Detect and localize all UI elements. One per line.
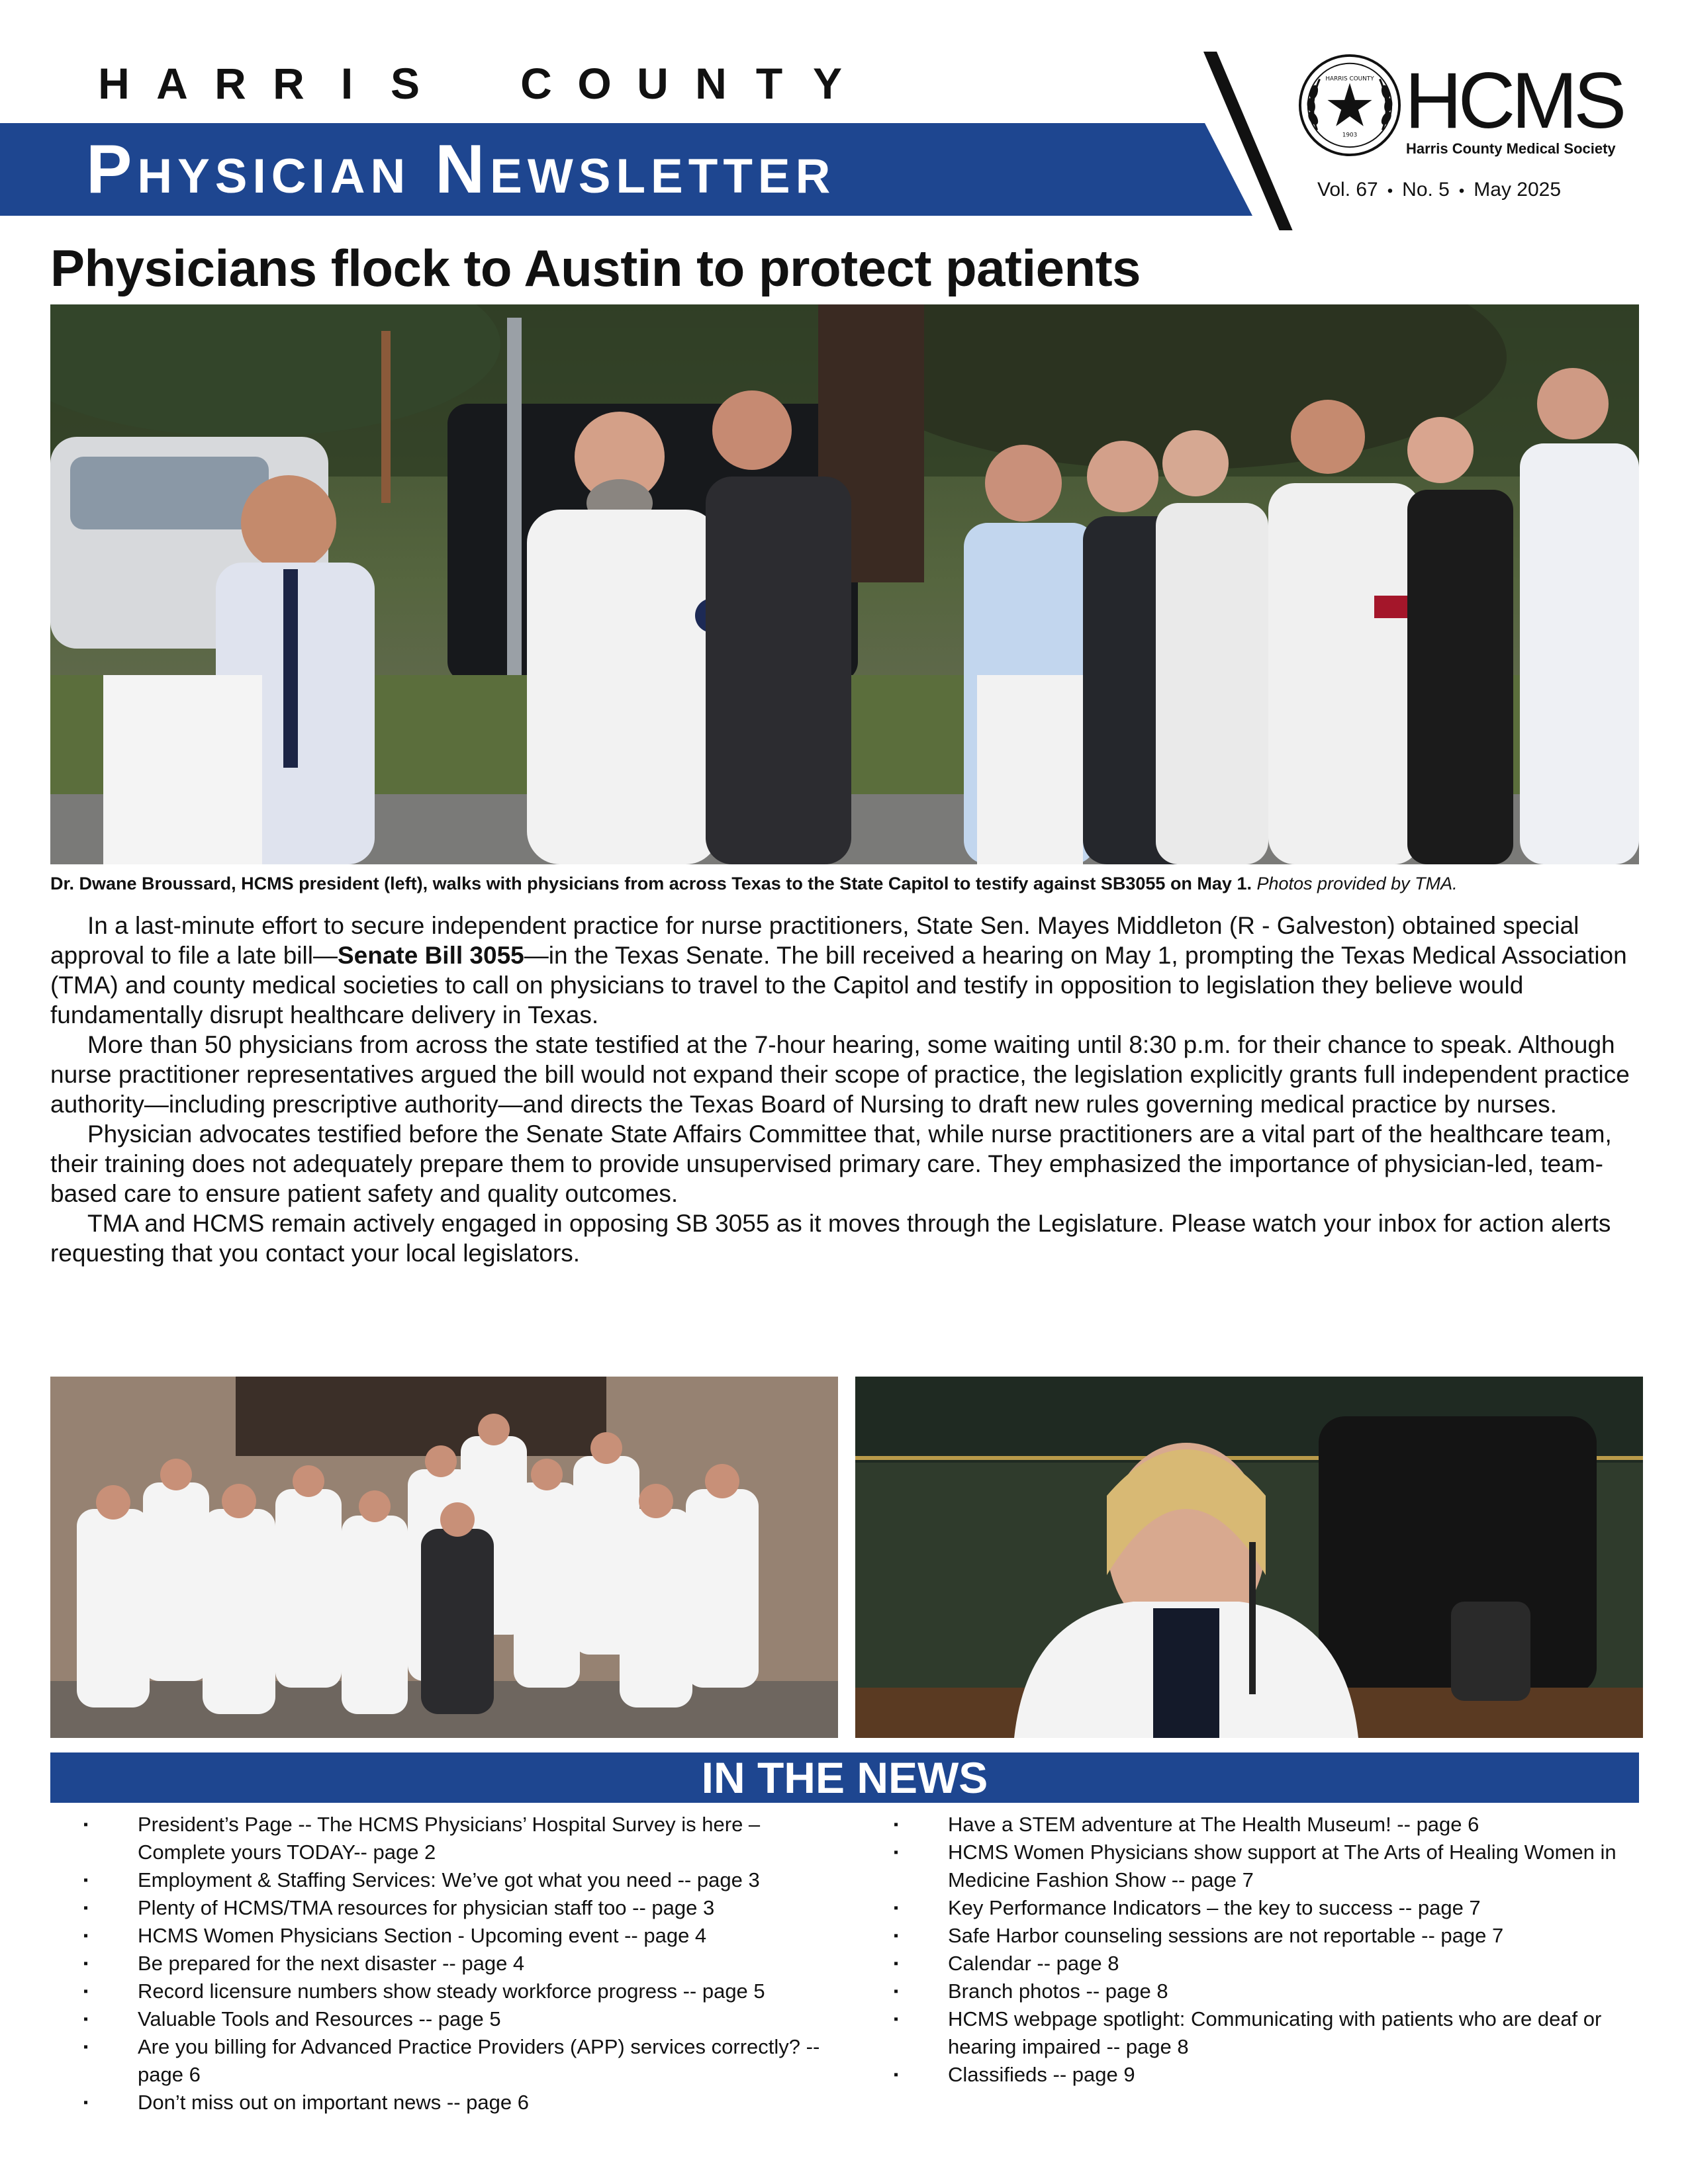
news-link[interactable]: ▪ Classifieds -- page 9 <box>894 2061 1662 2089</box>
caption-text: Dr. Dwane Broussard, HCMS president (left), walks with physicians from across Texas to the State Capitol to testify against SB3055 on May 1. <box>50 874 1252 893</box>
physicians-walking-image <box>50 304 1639 864</box>
paragraph-3: Physician advocates testified before the Senate State Affairs Committee that, while nurse practitioners are a vital part of the healthcare team, their training does not adequately prepare them to provide unsupervised primary care. They emphasized the importance of physician-led, team-based care to ensure patient safety and quality outcomes. <box>50 1120 1612 1207</box>
county-letter: Y <box>812 59 843 108</box>
physicians-walking-photo <box>50 304 1639 864</box>
news-link[interactable]: ▪ Calendar -- page 8 <box>894 1950 1662 1978</box>
bill-name: Senate Bill 3055 <box>337 942 524 969</box>
news-link[interactable]: ▪ Valuable Tools and Resources -- page 5 <box>83 2005 851 2033</box>
news-list-left <box>83 1811 851 2116</box>
news-link[interactable]: ▪ Have a STEM adventure at The Health Museum! -- page 6 <box>894 1811 1662 1839</box>
logo-subtitle: Harris County Medical Society <box>1406 140 1616 157</box>
news-link[interactable]: ▪ President’s Page -- The HCMS Physicians’ Hospital Survey is here – Complete yours TODAY-- page 2 <box>83 1811 851 1866</box>
paragraph-text: In a last-minute effort to secure independent practice for nurse practitioners, State Sen. Mayes Middleton (R - Galveston) obtained special approval to file a late bill— <box>50 912 1579 969</box>
county-letter: C <box>520 59 552 108</box>
news-link[interactable]: ▪ Don’t miss out on important news -- page 6 <box>83 2089 851 2116</box>
in-the-news-title: IN THE NEWS <box>701 1753 988 1802</box>
county-letter: N <box>695 59 727 108</box>
article-body <box>50 911 1639 1268</box>
paragraph-4: TMA and HCMS remain actively engaged in opposing SB 3055 as it moves through the Legislature. Please watch your inbox for action alerts requesting that you contact your local legislators. <box>50 1210 1611 1267</box>
logo-wordmark: HCMS <box>1405 56 1623 145</box>
paragraph-text: —in the Texas Senate. The bill received a hearing on May 1, prompting the Texas Medical Association (TMA) and county medical societies to call on physicians to travel to the Capitol and testify in opposition to legislation they believe would fundamentally disrupt healthcare delivery in Texas. <box>50 942 1627 1028</box>
senate-testimony-photo <box>855 1377 1643 1738</box>
county-letter: U <box>637 59 669 108</box>
news-link[interactable]: ▪ Plenty of HCMS/TMA resources for physician staff too -- page 3 <box>83 1894 851 1922</box>
capitol-group-photo <box>50 1377 838 1738</box>
issue-date: May 2025 <box>1474 179 1562 201</box>
svg-text:HARRIS COUNTY: HARRIS COUNTY <box>1325 75 1374 83</box>
news-link[interactable]: ▪ Safe Harbor counseling sessions are not reportable -- page 7 <box>894 1922 1662 1950</box>
news-link[interactable]: ▪ HCMS Women Physicians show support at The Arts of Healing Women in Medicine Fashion Show -- page 7 <box>894 1839 1662 1894</box>
newsletter-title: Physician Newsletter <box>86 131 836 208</box>
issue-info <box>1317 179 1561 201</box>
county-letter: T <box>755 59 783 108</box>
masthead <box>0 0 1688 238</box>
county-letter: H <box>98 59 130 108</box>
svg-text:1903: 1903 <box>1342 132 1358 139</box>
county-letter: R <box>214 59 246 108</box>
hcms-logo <box>1297 53 1628 185</box>
capitol-group-image <box>50 1377 838 1738</box>
news-link[interactable]: ▪ Branch photos -- page 8 <box>894 1978 1662 2005</box>
county-letter: S <box>390 59 420 108</box>
news-list-right <box>894 1811 1662 2089</box>
issue-number: No. 5 <box>1402 179 1450 201</box>
in-the-news-banner <box>50 1752 1639 1803</box>
news-link[interactable]: ▪ Key Performance Indicators – the key to success -- page 7 <box>894 1894 1662 1922</box>
photo-caption <box>50 874 1639 894</box>
society-seal-icon <box>1297 53 1402 158</box>
paragraph-2: More than 50 physicians from across the state testified at the 7-hour hearing, some waiting until 8:30 p.m. for their chance to speak. Although nurse practitioner representatives argued the bill would not expand their scope of practice, the legislation explicitly grants full independent practice authority—including prescriptive authority—and directs the Texas Board of Nursing to draft new rules governing medical practice by nurses. <box>50 1031 1630 1118</box>
news-link[interactable]: ▪ Employment & Staffing Services: We’ve got what you need -- page 3 <box>83 1866 851 1894</box>
county-letter: A <box>156 59 188 108</box>
news-link[interactable]: ▪ Are you billing for Advanced Practice Providers (APP) services correctly? -- page 6 <box>83 2033 851 2089</box>
article-headline: Physicians flock to Austin to protect patients <box>50 239 1141 297</box>
separator: • <box>1387 182 1393 200</box>
news-link[interactable]: ▪ Record licensure numbers show steady workforce progress -- page 5 <box>83 1978 851 2005</box>
paragraph-1 <box>50 911 1639 1030</box>
county-letter: I <box>340 59 353 108</box>
news-link[interactable]: ▪ HCMS webpage spotlight: Communicating with patients who are deaf or hearing impaired -- page 8 <box>894 2005 1662 2061</box>
separator: • <box>1458 182 1465 200</box>
senate-testimony-image <box>855 1377 1643 1738</box>
volume: Vol. 67 <box>1317 179 1378 201</box>
news-link[interactable]: ▪ HCMS Women Physicians Section - Upcoming event -- page 4 <box>83 1922 851 1950</box>
county-heading <box>85 58 857 109</box>
photo-credit: Photos provided by TMA. <box>1256 874 1458 893</box>
county-letter: O <box>577 59 612 108</box>
news-link[interactable]: ▪ Be prepared for the next disaster -- page 4 <box>83 1950 851 1978</box>
county-letter: R <box>273 59 305 108</box>
